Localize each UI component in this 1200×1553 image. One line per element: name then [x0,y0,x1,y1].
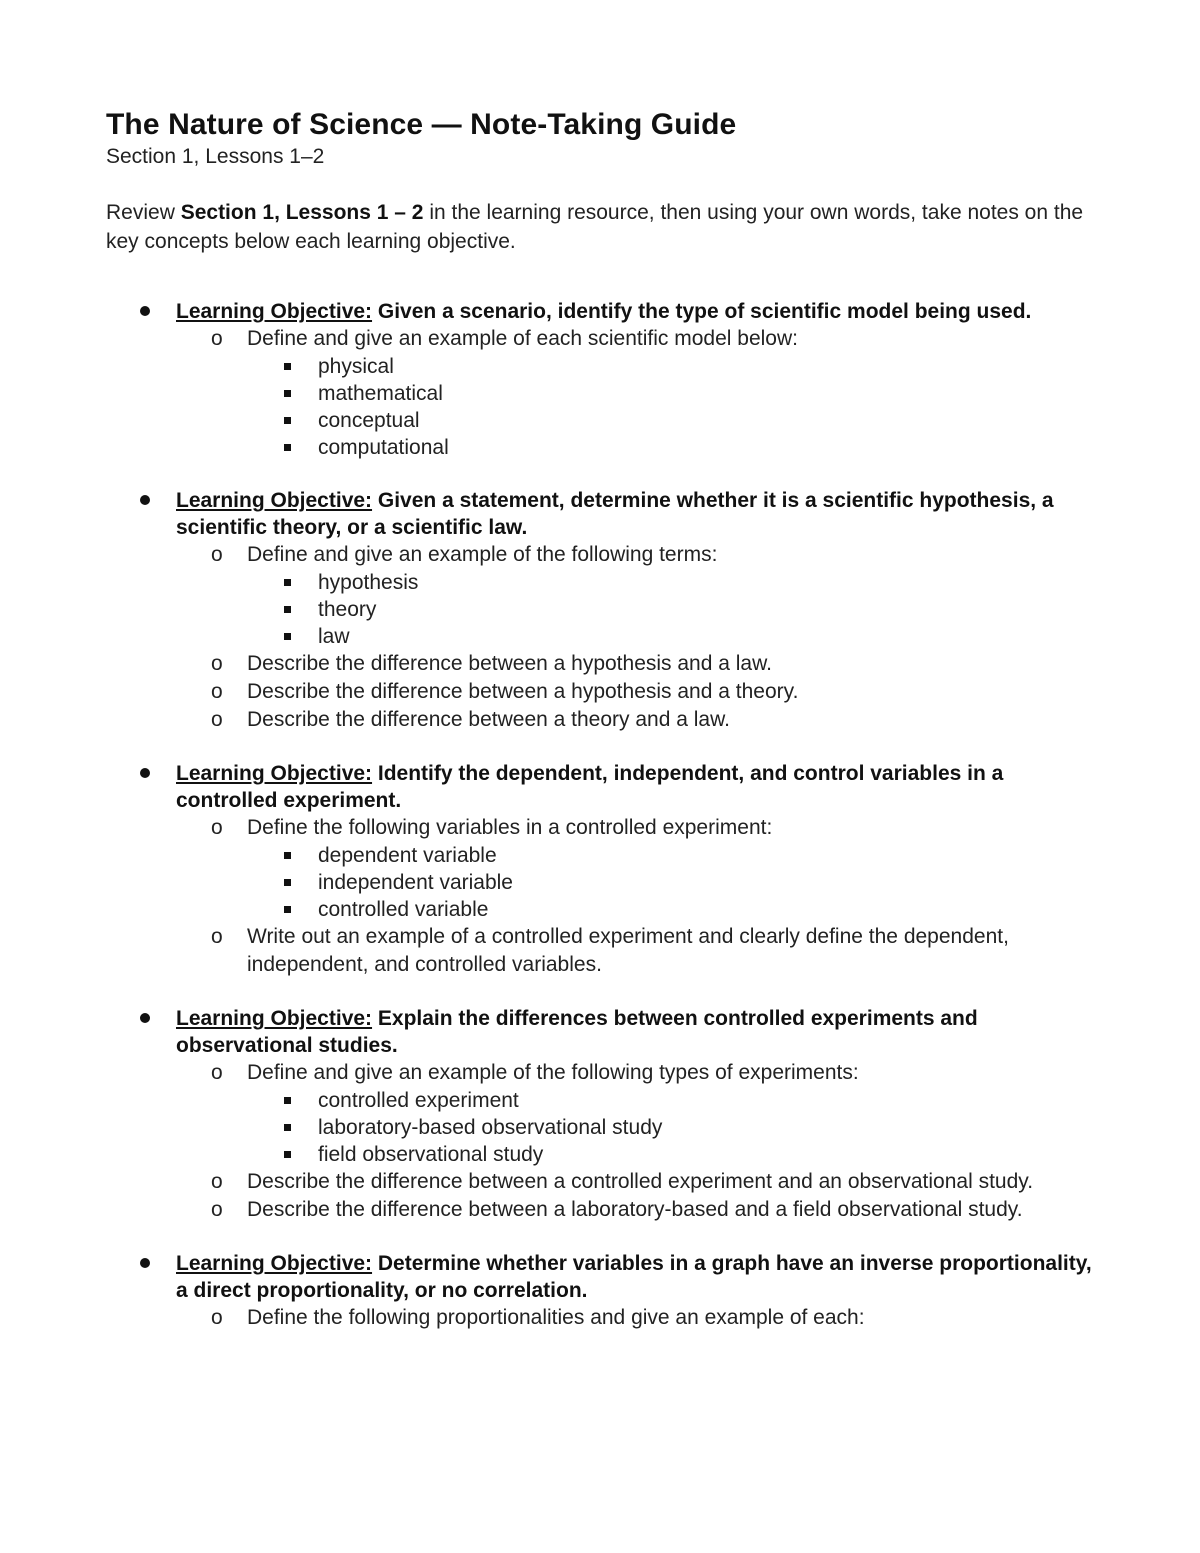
objectives-list [0,298,1200,1358]
bullet-icon [140,768,150,778]
list-item-text: laboratory-based observational study [318,1116,663,1139]
square-bullet-icon [284,606,291,613]
objective-heading [176,487,1096,541]
objective-label: Learning Objective: [176,762,373,785]
objective-text: Given a scenario, identify the type of scientific model being used. [377,300,1032,323]
intro-suffix: in the learning resource, then using your own words, take notes on the key concepts below each learning objective. [106,201,1084,253]
sub-point [0,706,1200,734]
list-item-text: hypothesis [318,571,419,594]
list-item [0,1141,1200,1168]
page-subtitle: Section 1, Lessons 1–2 [106,145,325,168]
list-item-text: theory [318,598,377,621]
sub-point-text: Describe the difference between a hypothesis and a theory. [247,680,799,703]
sub-point-text: Define the following variables in a controlled experiment: [247,816,773,839]
list-item-text: law [318,625,350,648]
objective-heading [176,760,1096,814]
objective-text: Determine whether variables in a graph have an inverse proportionality, a direct proportionality, or no correlation. [176,1252,1092,1302]
objective-text: Given a statement, determine whether it is a scientific hypothesis, a scientific theory, or a scientific law. [176,489,1054,539]
square-bullet-icon [284,417,291,424]
square-bullet-icon [284,852,291,859]
bullet-icon [140,1258,150,1268]
list-item [0,869,1200,896]
objective-text: Explain the differences between controlled experiments and observational studies. [176,1007,978,1057]
square-bullet-icon [284,1124,291,1131]
square-bullet-icon [284,906,291,913]
sub-point-text: Describe the difference between a hypothesis and a law. [247,652,772,675]
circle-bullet-icon: o [211,680,223,703]
circle-bullet-icon: o [211,1198,223,1221]
circle-bullet-icon: o [211,1306,223,1329]
square-bullet-icon [284,1151,291,1158]
sub-point [0,1304,1200,1332]
learning-objective [0,487,1200,734]
objective-heading [176,1250,1096,1304]
list-item [0,896,1200,923]
circle-bullet-icon: o [211,708,223,731]
objective-heading [176,298,1096,325]
circle-bullet-icon: o [211,327,223,350]
list-item [0,596,1200,623]
sub-point-text: Define and give an example of the following terms: [247,543,718,566]
list-item [0,380,1200,407]
list-item-text: field observational study [318,1143,544,1166]
intro-prefix: Review [106,201,181,224]
circle-bullet-icon: o [211,1061,223,1084]
square-bullet-icon [284,363,291,370]
learning-objective [0,760,1200,979]
list-item [0,1087,1200,1114]
sub-point-text: Describe the difference between a theory and a law. [247,708,730,731]
list-item-text: independent variable [318,871,513,894]
objective-text: Identify the dependent, independent, and control variables in a controlled experiment. [176,762,1004,812]
sub-point-text: Describe the difference between a laboratory-based and a field observational study. [247,1198,1023,1221]
circle-bullet-icon: o [211,925,223,948]
learning-objective [0,298,1200,461]
intro-bold: Section 1, Lessons 1 – 2 [180,201,424,224]
list-item [0,623,1200,650]
list-item [0,569,1200,596]
bullet-icon [140,1013,150,1023]
objective-heading [176,1005,1096,1059]
objective-label: Learning Objective: [176,300,373,323]
square-bullet-icon [284,879,291,886]
bullet-icon [140,306,150,316]
sub-point [0,1196,1200,1224]
list-item-text: conceptual [318,409,420,432]
bullet-icon [140,495,150,505]
sub-point-text: Define the following proportionalities and give an example of each: [247,1306,865,1329]
sub-point-text: Define and give an example of the following types of experiments: [247,1061,859,1084]
list-item-text: controlled variable [318,898,489,921]
sub-point [0,923,1200,979]
learning-objective [0,1005,1200,1224]
objective-label: Learning Objective: [176,489,373,512]
sub-point-text: Write out an example of a controlled experiment and clearly define the dependent, independent, and controlled variables. [247,925,1009,976]
learning-objective [0,1250,1200,1332]
list-item [0,434,1200,461]
sub-point [0,1168,1200,1196]
square-bullet-icon [284,444,291,451]
square-bullet-icon [284,579,291,586]
objective-label: Learning Objective: [176,1007,373,1030]
square-bullet-icon [284,390,291,397]
sub-point [0,1059,1200,1087]
list-item [0,407,1200,434]
sub-point [0,814,1200,842]
list-item [0,1114,1200,1141]
sub-point [0,325,1200,353]
circle-bullet-icon: o [211,1170,223,1193]
list-item-text: physical [318,355,394,378]
intro-paragraph [106,198,1096,256]
list-item-text: computational [318,436,449,459]
sub-point [0,541,1200,569]
square-bullet-icon [284,1097,291,1104]
sub-point-text: Describe the difference between a controlled experiment and an observational study. [247,1170,1034,1193]
sub-point [0,678,1200,706]
circle-bullet-icon: o [211,652,223,675]
list-item-text: controlled experiment [318,1089,519,1112]
page-title: The Nature of Science — Note-Taking Guide [106,108,737,141]
list-item [0,353,1200,380]
sub-point-text: Define and give an example of each scientific model below: [247,327,798,350]
square-bullet-icon [284,633,291,640]
list-item-text: mathematical [318,382,443,405]
list-item [0,842,1200,869]
sub-point [0,650,1200,678]
objective-label: Learning Objective: [176,1252,373,1275]
circle-bullet-icon: o [211,816,223,839]
list-item-text: dependent variable [318,844,497,867]
circle-bullet-icon: o [211,543,223,566]
